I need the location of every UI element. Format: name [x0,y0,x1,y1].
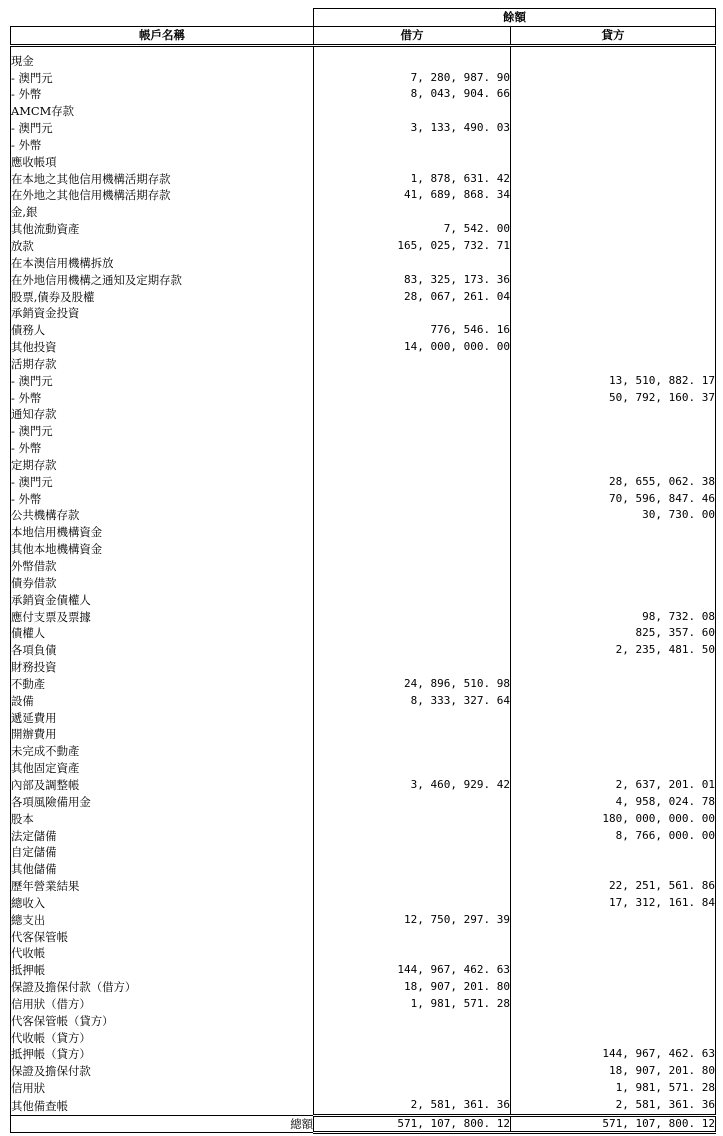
credit-amount: 70, 596, 847. 46 [511,491,716,508]
account-name: 財務投資 [11,659,314,676]
account-name: 不動產 [11,676,314,693]
account-name: - 外幣 [11,137,314,154]
credit-amount: 2, 637, 201. 01 [511,777,716,794]
ledger-row [11,693,716,710]
ledger-row [11,659,716,676]
account-name: - 澳門元 [11,120,314,137]
debit-amount [314,103,511,120]
total-row [11,1115,716,1132]
account-name: 債權人 [11,625,314,642]
credit-amount: 1, 981, 571. 28 [511,1080,716,1097]
ledger-row [11,625,716,642]
credit-amount [511,154,716,171]
account-name: 應收帳項 [11,154,314,171]
credit-amount [511,339,716,356]
ledger-row [11,710,716,727]
credit-amount [511,137,716,154]
ledger-row [11,289,716,306]
account-name: 自定儲備 [11,844,314,861]
credit-amount [511,659,716,676]
ledger-row [11,507,716,524]
account-name: 內部及調整帳 [11,777,314,794]
balance-group-header: 餘額 [314,9,716,27]
account-name: 公共機構存款 [11,507,314,524]
debit-amount [314,524,511,541]
account-name: 其他本地機構資金 [11,541,314,558]
credit-amount [511,760,716,777]
account-name: 承銷資金債權人 [11,592,314,609]
account-name: 在本澳信用機構拆放 [11,255,314,272]
credit-amount: 28, 655, 062. 38 [511,474,716,491]
ledger-row [11,322,716,339]
account-name: - 外幣 [11,440,314,457]
account-name: 債券借款 [11,575,314,592]
debit-amount: 165, 025, 732. 71 [314,238,511,255]
debit-amount [314,861,511,878]
account-name: 未完成不動產 [11,743,314,760]
ledger-row [11,979,716,996]
debit-amount [314,356,511,373]
ledger-row [11,558,716,575]
ledger-row [11,154,716,171]
account-name: 歷年營業結果 [11,878,314,895]
account-name: 代收帳 [11,945,314,962]
debit-amount [314,743,511,760]
credit-amount: 98, 732. 08 [511,609,716,626]
credit-amount [511,70,716,87]
credit-amount [511,423,716,440]
debit-amount [314,423,511,440]
ledger-row [11,592,716,609]
account-name: 其他投資 [11,339,314,356]
credit-amount [511,929,716,946]
credit-amount: 17, 312, 161. 84 [511,895,716,912]
debit-amount [314,507,511,524]
credit-amount [511,238,716,255]
ledger-row [11,726,716,743]
debit-amount [314,137,511,154]
debit-amount: 7, 542. 00 [314,221,511,238]
debit-amount [314,1063,511,1080]
account-name: 外幣借款 [11,558,314,575]
credit-amount [511,524,716,541]
credit-amount [511,844,716,861]
credit-amount [511,289,716,306]
credit-amount: 50, 792, 160. 37 [511,390,716,407]
credit-amount [511,457,716,474]
debit-amount: 1, 878, 631. 42 [314,171,511,188]
credit-amount [511,204,716,221]
debit-amount [314,945,511,962]
ledger-row [11,120,716,137]
total-label: 總額 [11,1115,314,1132]
credit-amount: 2, 581, 361. 36 [511,1097,716,1115]
credit-amount [511,558,716,575]
debit-amount [314,457,511,474]
credit-amount [511,53,716,70]
credit-amount [511,221,716,238]
ledger-body [11,45,716,1115]
credit-amount [511,406,716,423]
debit-amount: 8, 333, 327. 64 [314,693,511,710]
credit-amount: 825, 357. 60 [511,625,716,642]
debit-amount [314,305,511,322]
debit-amount: 83, 325, 173. 36 [314,272,511,289]
debit-amount: 3, 460, 929. 42 [314,777,511,794]
account-name: 總收入 [11,895,314,912]
credit-amount: 13, 510, 882. 17 [511,373,716,390]
credit-amount [511,592,716,609]
ledger-row [11,457,716,474]
debit-amount [314,406,511,423]
ledger-row [11,474,716,491]
debit-amount [314,592,511,609]
account-name: 法定儲備 [11,828,314,845]
credit-amount: 8, 766, 000. 00 [511,828,716,845]
debit-amount [314,1080,511,1097]
ledger-row [11,373,716,390]
account-name: 在外地信用機構之通知及定期存款 [11,272,314,289]
ledger-row [11,811,716,828]
debit-amount [314,53,511,70]
ledger-row [11,861,716,878]
debit-amount [314,659,511,676]
debit-amount [314,1046,511,1063]
credit-amount [511,676,716,693]
debit-amount [314,558,511,575]
credit-amount [511,693,716,710]
ledger-row [11,1097,716,1115]
account-name-header: 帳戶名稱 [11,26,314,45]
account-name: 其他流動資產 [11,221,314,238]
debit-amount: 3, 133, 490. 03 [314,120,511,137]
credit-amount [511,322,716,339]
ledger-row [11,339,716,356]
debit-amount [314,760,511,777]
account-name: 債務人 [11,322,314,339]
ledger-row [11,1063,716,1080]
account-name: 現金 [11,53,314,70]
account-name: 代客保管帳（貸方） [11,1013,314,1030]
ledger-row [11,238,716,255]
debit-amount [314,726,511,743]
debit-amount [314,895,511,912]
ledger-row [11,609,716,626]
ledger-row [11,760,716,777]
ledger-row [11,1046,716,1063]
ledger-header [11,9,716,46]
ledger-row [11,255,716,272]
credit-amount: 22, 251, 561. 86 [511,878,716,895]
account-name: AMCM存款 [11,103,314,120]
credit-amount [511,710,716,727]
ledger-row [11,305,716,322]
debit-amount [314,929,511,946]
credit-amount [511,86,716,103]
ledger-row [11,743,716,760]
debit-amount: 2, 581, 361. 36 [314,1097,511,1115]
credit-amount [511,305,716,322]
ledger-row [11,642,716,659]
ledger-row [11,962,716,979]
debit-amount [314,474,511,491]
account-name: 金,銀 [11,204,314,221]
debit-amount [314,828,511,845]
account-name: 設備 [11,693,314,710]
ledger-row [11,70,716,87]
credit-amount [511,356,716,373]
credit-amount [511,1013,716,1030]
credit-amount [511,996,716,1013]
debit-amount: 41, 689, 868. 34 [314,187,511,204]
ledger-row [11,929,716,946]
ledger-row [11,828,716,845]
credit-amount [511,171,716,188]
account-name: - 外幣 [11,491,314,508]
ledger-row [11,356,716,373]
account-name: 遞延費用 [11,710,314,727]
total-credit: 571, 107, 800. 12 [511,1115,716,1132]
debit-amount [314,642,511,659]
ledger-row [11,794,716,811]
debit-amount [314,794,511,811]
account-name: 其他備查帳 [11,1097,314,1115]
ledger-row [11,1080,716,1097]
account-name: 代客保管帳 [11,929,314,946]
ledger-row [11,204,716,221]
account-name: 各項風險備用金 [11,794,314,811]
account-name: 信用狀（借方） [11,996,314,1013]
ledger-row [11,676,716,693]
account-name: - 澳門元 [11,423,314,440]
credit-header: 貸方 [511,26,716,45]
debit-amount [314,1030,511,1047]
credit-amount [511,1030,716,1047]
ledger-row [11,524,716,541]
debit-amount [314,878,511,895]
credit-amount [511,861,716,878]
ledger-row [11,221,716,238]
debit-amount [314,1013,511,1030]
account-name: - 澳門元 [11,70,314,87]
account-name: 開辦費用 [11,726,314,743]
credit-amount: 30, 730. 00 [511,507,716,524]
credit-amount [511,575,716,592]
account-name: - 外幣 [11,390,314,407]
debit-amount: 7, 280, 987. 90 [314,70,511,87]
ledger-row [11,272,716,289]
account-name: 本地信用機構資金 [11,524,314,541]
debit-amount [314,154,511,171]
ledger-row [11,844,716,861]
debit-amount: 28, 067, 261. 04 [314,289,511,306]
trial-balance-sheet [10,8,715,1130]
ledger-row [11,406,716,423]
ledger-row [11,945,716,962]
debit-amount [314,373,511,390]
debit-amount [314,491,511,508]
credit-amount: 144, 967, 462. 63 [511,1046,716,1063]
debit-amount [314,541,511,558]
ledger-row [11,1030,716,1047]
credit-amount [511,440,716,457]
debit-amount: 14, 000, 000. 00 [314,339,511,356]
account-name: 其他固定資產 [11,760,314,777]
account-name: - 澳門元 [11,474,314,491]
ledger-row [11,423,716,440]
account-name: 股票,債券及股權 [11,289,314,306]
debit-amount [314,440,511,457]
ledger-row [11,878,716,895]
debit-amount [314,844,511,861]
account-name: 在本地之其他信用機構活期存款 [11,171,314,188]
debit-amount [314,255,511,272]
debit-amount: 144, 967, 462. 63 [314,962,511,979]
ledger-row [11,103,716,120]
credit-amount [511,255,716,272]
account-name: 抵押帳 [11,962,314,979]
header-spacer [11,9,314,27]
debit-amount [314,811,511,828]
account-name: 應付支票及票據 [11,609,314,626]
ledger-row [11,86,716,103]
credit-amount [511,912,716,929]
debit-amount: 24, 896, 510. 98 [314,676,511,693]
ledger-row [11,440,716,457]
account-name: 保證及擔保付款 [11,1063,314,1080]
ledger-row [11,187,716,204]
credit-amount [511,120,716,137]
account-name: 承銷資金投資 [11,305,314,322]
credit-amount [511,962,716,979]
credit-amount [511,103,716,120]
debit-amount: 1, 981, 571. 28 [314,996,511,1013]
ledger-row [11,171,716,188]
account-name: - 外幣 [11,86,314,103]
account-name: 股本 [11,811,314,828]
debit-header: 借方 [314,26,511,45]
debit-amount [314,204,511,221]
credit-amount [511,187,716,204]
credit-amount [511,541,716,558]
account-name: 總支出 [11,912,314,929]
account-name: 抵押帳（貸方） [11,1046,314,1063]
ledger-row [11,895,716,912]
ledger-row [11,996,716,1013]
ledger-row [11,912,716,929]
account-name: - 澳門元 [11,373,314,390]
ledger-row [11,491,716,508]
credit-amount [511,979,716,996]
account-name: 放款 [11,238,314,255]
account-name: 保證及擔保付款（借方） [11,979,314,996]
debit-amount [314,390,511,407]
debit-amount: 776, 546. 16 [314,322,511,339]
debit-amount: 12, 750, 297. 39 [314,912,511,929]
ledger-row [11,575,716,592]
debit-amount [314,710,511,727]
credit-amount: 2, 235, 481. 50 [511,642,716,659]
debit-amount: 8, 043, 904. 66 [314,86,511,103]
account-name: 通知存款 [11,406,314,423]
debit-amount [314,575,511,592]
ledger-row [11,53,716,70]
ledger-row [11,777,716,794]
credit-amount [511,726,716,743]
credit-amount: 180, 000, 000. 00 [511,811,716,828]
account-name: 各項負債 [11,642,314,659]
credit-amount: 18, 907, 201. 80 [511,1063,716,1080]
ledger-row [11,137,716,154]
ledger-row [11,390,716,407]
account-name: 在外地之其他信用機構活期存款 [11,187,314,204]
account-name: 定期存款 [11,457,314,474]
ledger-row [11,1013,716,1030]
credit-amount [511,272,716,289]
debit-amount: 18, 907, 201. 80 [314,979,511,996]
account-name: 信用狀 [11,1080,314,1097]
ledger-row [11,541,716,558]
ledger-table [10,8,716,1134]
credit-amount [511,945,716,962]
account-name: 其他儲備 [11,861,314,878]
credit-amount [511,743,716,760]
debit-amount [314,609,511,626]
account-name: 代收帳（貸方） [11,1030,314,1047]
debit-amount [314,625,511,642]
account-name: 活期存款 [11,356,314,373]
total-debit: 571, 107, 800. 12 [314,1115,511,1132]
credit-amount: 4, 958, 024. 78 [511,794,716,811]
